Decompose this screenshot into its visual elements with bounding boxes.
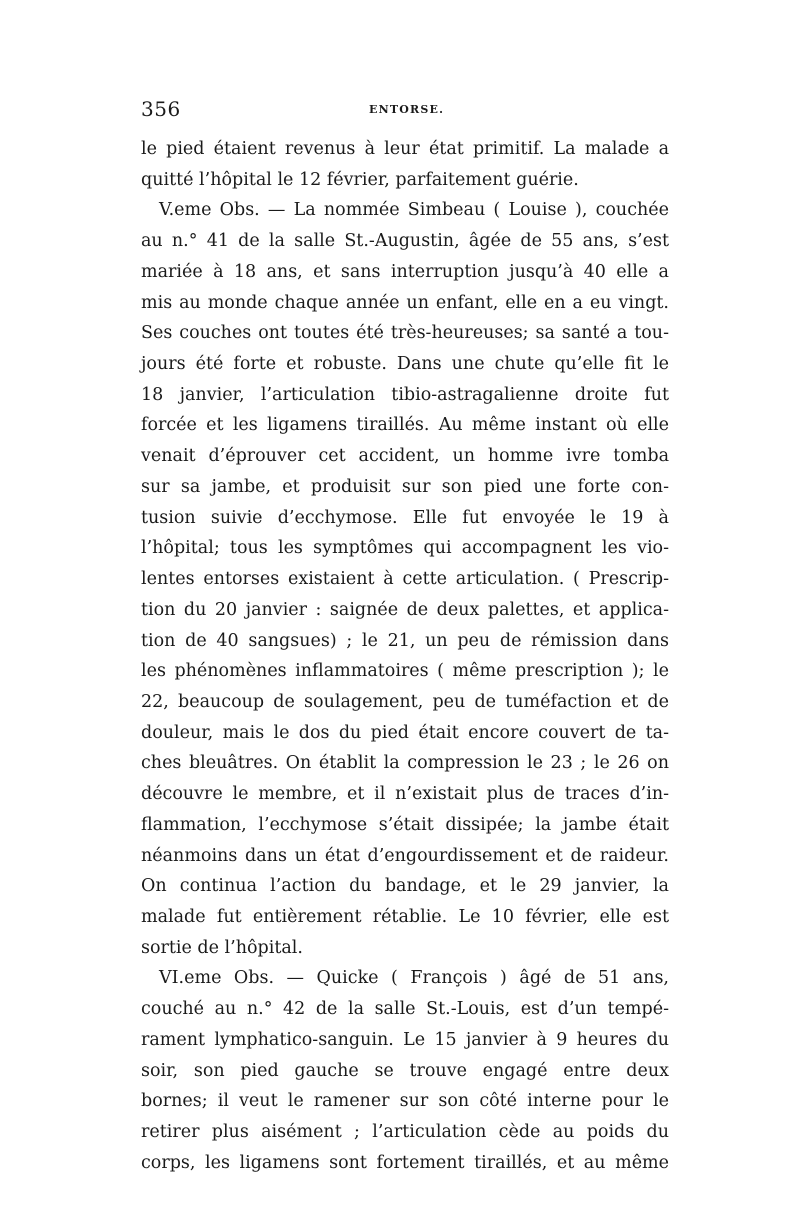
text-line: l’hôpital; tous les symptômes qui accompagnent les vio-	[141, 538, 669, 559]
running-head	[141, 97, 666, 127]
text-line: tion de 40 sangsues) ; le 21, un peu de rémission dans	[141, 630, 669, 651]
text-line: V.eme Obs. — La nommée Simbeau ( Louise ), couchée	[159, 200, 669, 221]
text-line: corps, les ligamens sont fortement tiraillés, et au même	[141, 1152, 669, 1173]
text-line: néanmoins dans un état d’engourdissement et de raideur.	[141, 845, 669, 866]
text-line: mariée à 18 ans, et sans interruption jusqu’à 40 elle a	[141, 261, 669, 282]
text-line: découvre le membre, et il n’existait plus de traces d’in-	[141, 784, 669, 805]
text-line: couché au n.° 42 de la salle St.-Louis, est d’un tempé-	[141, 999, 669, 1020]
text-line: 22, beaucoup de soulagement, peu de tuméfaction et de	[141, 691, 669, 712]
text-line: douleur, mais le dos du pied était encore couvert de ta-	[141, 722, 669, 743]
text-line: tion du 20 janvier : saignée de deux palettes, et applica-	[141, 599, 669, 620]
text-line: mis au monde chaque année un enfant, elle en a eu vingt.	[141, 292, 669, 313]
text-line: Ses couches ont toutes été très-heureuses; sa santé a tou-	[141, 323, 669, 344]
text-line: sur sa jambe, et produisit sur son pied une forte con-	[141, 476, 669, 497]
text-line: sortie de l’hôpital.	[141, 937, 303, 958]
text-line: malade fut entièrement rétablie. Le 10 février, elle est	[141, 906, 669, 927]
text-line: tusion suivie d’ecchymose. Elle fut envoyée le 19 à	[141, 507, 669, 528]
body-text	[141, 134, 669, 1178]
text-line: ches bleuâtres. On établit la compression le 23 ; le 26 on	[141, 753, 669, 774]
page-number: 356	[141, 97, 181, 121]
text-line: quitté l’hôpital le 12 février, parfaitement guérie.	[141, 169, 579, 190]
text-line: jours été forte et robuste. Dans une chute qu’elle fit le	[141, 354, 669, 375]
text-line: rament lymphatico-sanguin. Le 15 janvier à 9 heures du	[141, 1029, 669, 1050]
text-line: soir, son pied gauche se trouve engagé entre deux	[141, 1060, 669, 1081]
text-line: flammation, l’ecchymose s’était dissipée; la jambe était	[141, 814, 669, 835]
text-line: au n.° 41 de la salle St.-Augustin, âgée de 55 ans, s’est	[141, 231, 669, 252]
text-line: bornes; il veut le ramener sur son côté interne pour le	[141, 1091, 669, 1112]
text-line: 18 janvier, l’articulation tibio-astragalienne droite fut	[141, 384, 669, 405]
text-line: lentes entorses existaient à cette articulation. ( Prescrip-	[141, 569, 669, 590]
text-line: retirer plus aisément ; l’articulation cède au poids du	[141, 1122, 669, 1142]
text-line: venait d’éprouver cet accident, un homme ivre tomba	[141, 446, 669, 467]
text-line: les phénomènes inflammatoires ( même prescription ); le	[141, 661, 669, 682]
text-line: VI.eme Obs. — Quicke ( François ) âgé de 51 ans,	[159, 968, 669, 989]
text-line: le pied étaient revenus à leur état primitif. La malade a	[141, 139, 669, 159]
running-title: ENTORSE.	[369, 103, 445, 116]
text-line: On continua l’action du bandage, et le 29 janvier, la	[141, 876, 669, 897]
text-line: forcée et les ligamens tiraillés. Au même instant où elle	[141, 415, 669, 436]
